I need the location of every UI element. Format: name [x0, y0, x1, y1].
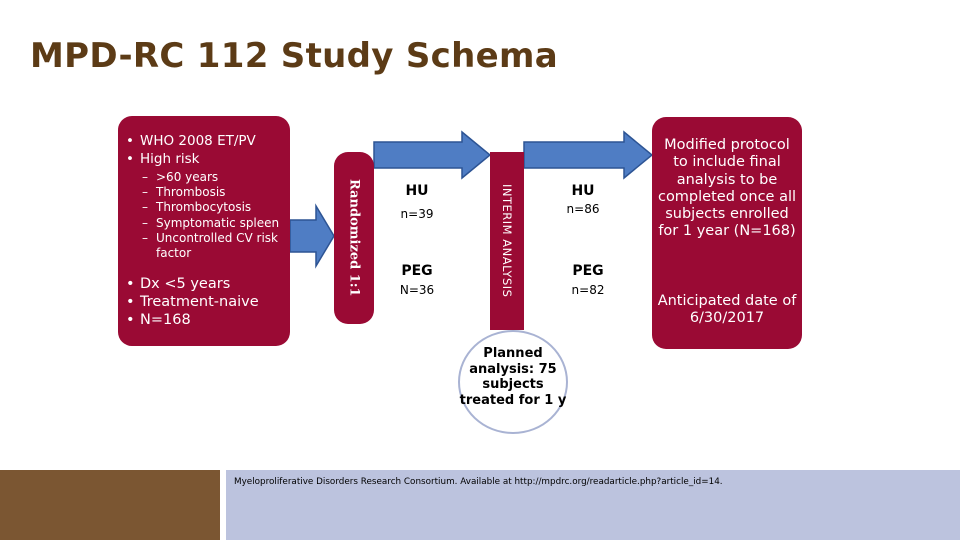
planned-analysis-text: Planned analysis: 75 subjects treated for 1 y	[459, 346, 567, 408]
final-peg-label: PEG	[572, 263, 604, 279]
high-risk-item: – Symptomatic spleen	[142, 216, 290, 231]
bullet-high-risk: • High risk	[126, 151, 199, 168]
interim-peg-label: PEG	[401, 263, 433, 279]
high-risk-item: – Thrombosis	[142, 185, 290, 200]
final-peg-n: n=82	[571, 283, 605, 297]
anticipated-date-text: Anticipated date of 6/30/2017	[657, 293, 797, 327]
bullet-who: • WHO 2008 ET/PV	[126, 133, 256, 150]
page-title: MPD-RC 112 Study Schema	[30, 36, 558, 76]
arrow-randomization-to-interim	[374, 132, 490, 178]
high-risk-item: – >60 years	[142, 170, 290, 185]
high-risk-item: – Thrombocytosis	[142, 200, 290, 215]
interim-peg-n: N=36	[399, 283, 435, 297]
modified-protocol-text: Modified protocol to include final analysis to be completed once all subjects enrolled for 1 year (N=168)	[657, 137, 797, 240]
bullet-treatment: • Treatment-naive	[126, 294, 259, 311]
arrow-interim-to-modified	[524, 132, 652, 178]
bullet-n: • N=168	[126, 312, 191, 329]
footer-accent-brown	[0, 470, 220, 540]
bullet-dx: • Dx <5 years	[126, 276, 230, 293]
interim-analysis-bar	[490, 152, 524, 330]
modified-protocol-box	[652, 117, 802, 349]
reference-citation: Myeloproliferative Disorders Research Consortium. Available at http://mpdrc.org/readarticle.php?article_id=14.	[234, 477, 723, 487]
eligibility-criteria-box	[118, 116, 290, 346]
high-risk-sublist	[142, 170, 290, 261]
randomization-box	[334, 152, 374, 324]
high-risk-item: – Uncontrolled CV risk factor	[142, 231, 290, 261]
randomization-label: Randomized 1:1	[346, 179, 362, 297]
final-hu-n: n=86	[566, 202, 600, 216]
arrow-criteria-to-randomization	[290, 206, 334, 266]
interim-hu-label: HU	[405, 183, 429, 199]
interim-hu-n: n=39	[400, 207, 434, 221]
interim-analysis-label: INTERIM ANALYSIS	[500, 184, 514, 298]
final-hu-label: HU	[571, 183, 595, 199]
